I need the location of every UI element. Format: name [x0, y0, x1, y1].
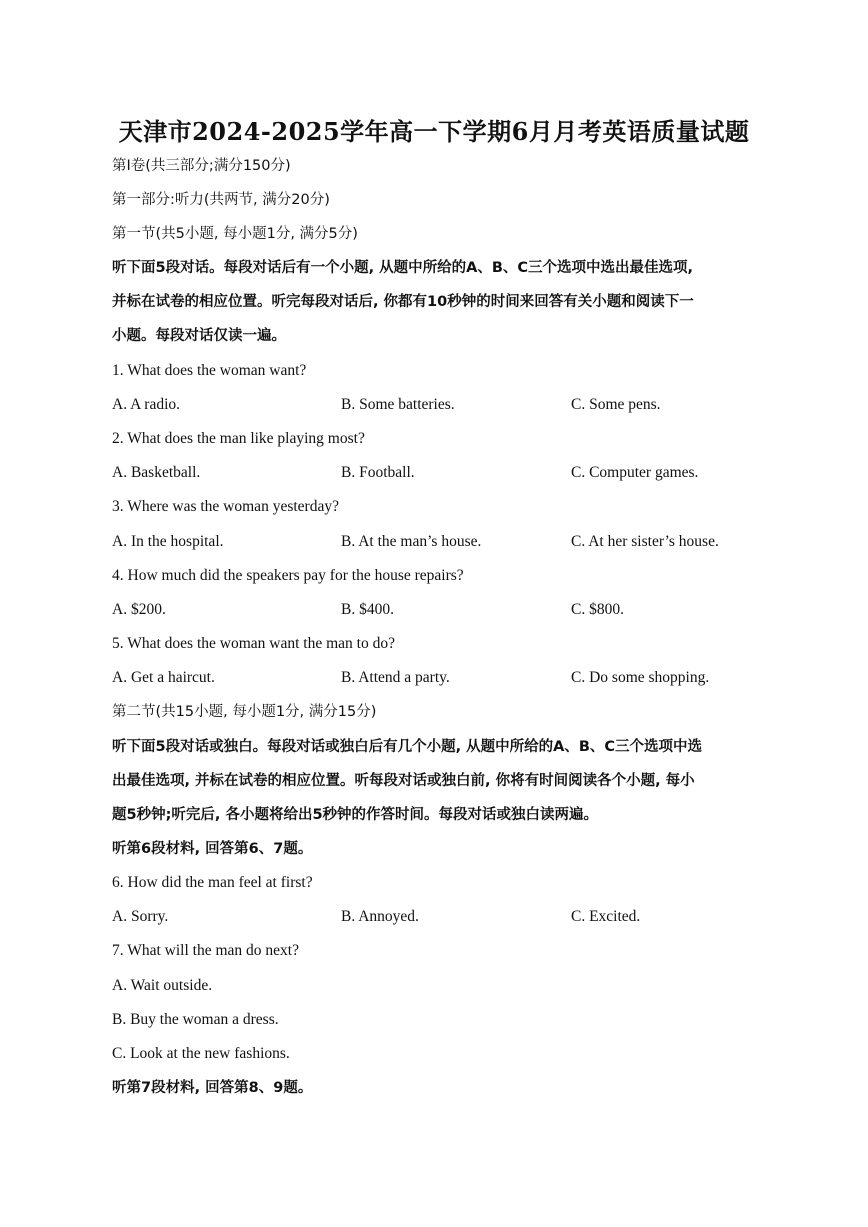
option-b: B. $400.: [341, 601, 394, 618]
option-b: B. At the man’s house.: [341, 533, 482, 550]
section1-instruction-line: 听下面5段对话。每段对话后有一个小题, 从题中所给的A、B、C三个选项中选出最佳选项,: [112, 260, 694, 276]
option-a: A. $200.: [112, 601, 166, 618]
option-c: C. Do some shopping.: [571, 669, 710, 686]
page-title: 天津市2024-2025学年高一下学期6月月考英语质量试题: [118, 117, 750, 146]
option-a: A. Get a haircut.: [112, 669, 215, 686]
option-a: A. In the hospital.: [112, 533, 224, 550]
section2-instruction-line: 出最佳选项, 并标在试卷的相应位置。听每段对话或独白前, 你将有时间阅读各个小题, 每小: [112, 773, 695, 789]
section2-instruction-line: 题5秒钟;听完后, 各小题将给出5秒钟的作答时间。每段对话或独白读两遍。: [112, 807, 599, 823]
section2-heading: 第二节(共15小题, 每小题1分, 满分15分): [112, 704, 377, 720]
section1-instruction-line: 小题。每段对话仅读一遍。: [112, 328, 286, 344]
option-a: A. Sorry.: [112, 908, 169, 925]
section1-instruction-line: 并标在试卷的相应位置。听完每段对话后, 你都有10秒钟的时间来回答有关小题和阅读下一: [112, 294, 694, 310]
question-stem: 5. What does the woman want the man to do?: [112, 635, 395, 652]
option-a: A. Wait outside.: [112, 977, 213, 994]
question-stem: 6. How did the man feel at first?: [112, 874, 313, 891]
option-c: C. Computer games.: [571, 464, 699, 481]
question-stem: 7. What will the man do next?: [112, 942, 299, 959]
material-6-note: 听第6段材料, 回答第6、7题。: [112, 841, 313, 857]
volume-info: 第Ⅰ卷(共三部分;满分150分): [112, 158, 291, 174]
option-b: B. Attend a party.: [341, 669, 450, 686]
section1-heading: 第一节(共5小题, 每小题1分, 满分5分): [112, 226, 358, 242]
option-c: C. At her sister’s house.: [571, 533, 719, 550]
option-b: B. Annoyed.: [341, 908, 419, 925]
option-a: A. Basketball.: [112, 464, 201, 481]
question-stem: 2. What does the man like playing most?: [112, 430, 365, 447]
section2-instruction-line: 听下面5段对话或独白。每段对话或独白后有几个小题, 从题中所给的A、B、C三个选项中选: [112, 739, 703, 755]
option-b: B. Buy the woman a dress.: [112, 1011, 279, 1028]
option-b: B. Some batteries.: [341, 396, 455, 413]
option-c: C. Some pens.: [571, 396, 661, 413]
option-a: A. A radio.: [112, 396, 181, 413]
material-7-note: 听第7段材料, 回答第8、9题。: [112, 1080, 313, 1096]
option-c: C. Look at the new fashions.: [112, 1045, 290, 1062]
part1-heading: 第一部分:听力(共两节, 满分20分): [112, 192, 330, 208]
option-b: B. Football.: [341, 464, 415, 481]
option-c: C. $800.: [571, 601, 624, 618]
option-c: C. Excited.: [571, 908, 641, 925]
question-stem: 1. What does the woman want?: [112, 362, 307, 379]
question-stem: 3. Where was the woman yesterday?: [112, 498, 339, 515]
question-stem: 4. How much did the speakers pay for the house repairs?: [112, 567, 464, 584]
